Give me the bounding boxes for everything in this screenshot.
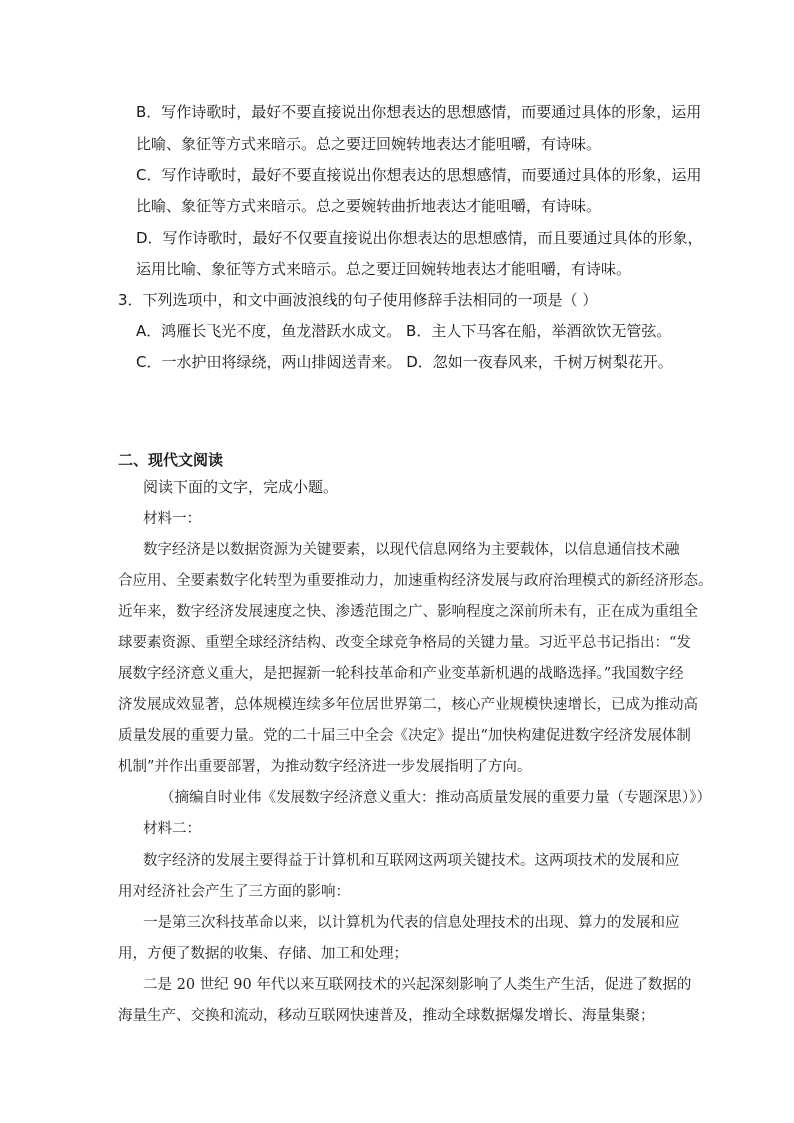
section-heading: 二、现代文阅读	[118, 451, 224, 469]
material-2-line: 二是 20 世纪 90 年代以来互联网技术的兴起深刻影响了人类生产生活，促进了数据的	[143, 977, 692, 993]
material-2-line: 海量生产、交换和流动，移动互联网快速普及，推动全球数据爆发增长、海量集聚；	[118, 1008, 655, 1024]
option-d-line-2: 运用比喻、象征等方式来暗示。总之要迂回婉转地表达才能咀嚼，有诗味。	[136, 260, 632, 278]
question-3-options-row-1: A．鸿雁长飞光不度，鱼龙潜跃水成文。 B．主人下马客在船，举酒欲饮无管弦。	[136, 322, 672, 340]
question-3-options-row-2: C．一水护田将绿绕，两山排闼送青来。 D．忽如一夜春风来，千树万树梨花开。	[136, 353, 673, 371]
option-b-line-1: B．写作诗歌时，最好不要直接说出你想表达的思想感情，而要通过具体的形象，运用	[136, 103, 702, 121]
material-1-line: 球要素资源、重塑全球经济结构、改变全球竞争格局的关键力量。习近平总书记指出：“发	[118, 635, 691, 651]
material-1-line: 数字经济是以数据资源为关键要素，以现代信息网络为主要载体，以信息通信技术融	[143, 542, 680, 558]
option-b-line-2: 比喻、象征等方式来暗示。总之要迂回婉转地表达才能咀嚼，有诗味。	[136, 135, 602, 153]
option-d-line-1: D．写作诗歌时，最好不仅要直接说出你想表达的思想感情，而且要通过具体的形象，	[136, 229, 703, 247]
material-1-source: （摘编自时业伟《发展数字经济意义重大：推动高质量发展的重要力量（专题深思）》）	[160, 790, 711, 806]
reading-instruction: 阅读下面的文字，完成小题。	[143, 478, 339, 496]
material-2-line: 数字经济的发展主要得益于计算机和互联网这两项关键技术。这两项技术的发展和应	[143, 853, 680, 869]
material-1-line: 机制”并作出重要部署，为推动数字经济进一步发展指明了方向。	[118, 759, 532, 775]
material-1-line: 济发展成效显著，总体规模连续多年位居世界第二，核心产业规模快速增长，已成为推动高	[118, 697, 698, 713]
material-1-line: 质量发展的重要力量。党的二十届三中全会《决定》提出“加快构建促进数字经济发展体制	[118, 728, 691, 744]
option-c-line-1: C．写作诗歌时，最好不要直接说出你想表达的思想感情，而要通过具体的形象，运用	[136, 166, 702, 184]
material-1-line: 合应用、全要素数字化转型为重要推动力，加速重构经济发展与政府治理模式的新经济形态。	[118, 573, 713, 589]
material-2-line: 用，方便了数据的收集、存储、加工和处理；	[118, 946, 408, 962]
question-3-stem: 3．下列选项中，和文中画波浪线的句子使用修辞手法相同的一项是（ ）	[118, 291, 598, 309]
material-2-line: 用对经济社会产生了三方面的影响：	[118, 884, 350, 900]
option-c-line-2: 比喻、象征等方式来暗示。总之要婉转曲折地表达才能咀嚼，有诗味。	[136, 197, 602, 215]
material-1-label: 材料一：	[143, 511, 201, 527]
material-2-label: 材料二：	[143, 821, 201, 837]
material-1-line: 近年来，数字经济发展速度之快、渗透范围之广、影响程度之深前所未有，正在成为重组全	[118, 604, 698, 620]
material-2-line: 一是第三次科技革命以来，以计算机为代表的信息处理技术的出现、算力的发展和应	[143, 915, 680, 931]
material-1-line: 展数字经济意义重大，是把握新一轮科技革命和产业变革新机遇的战略选择。”我国数字经	[118, 666, 684, 682]
